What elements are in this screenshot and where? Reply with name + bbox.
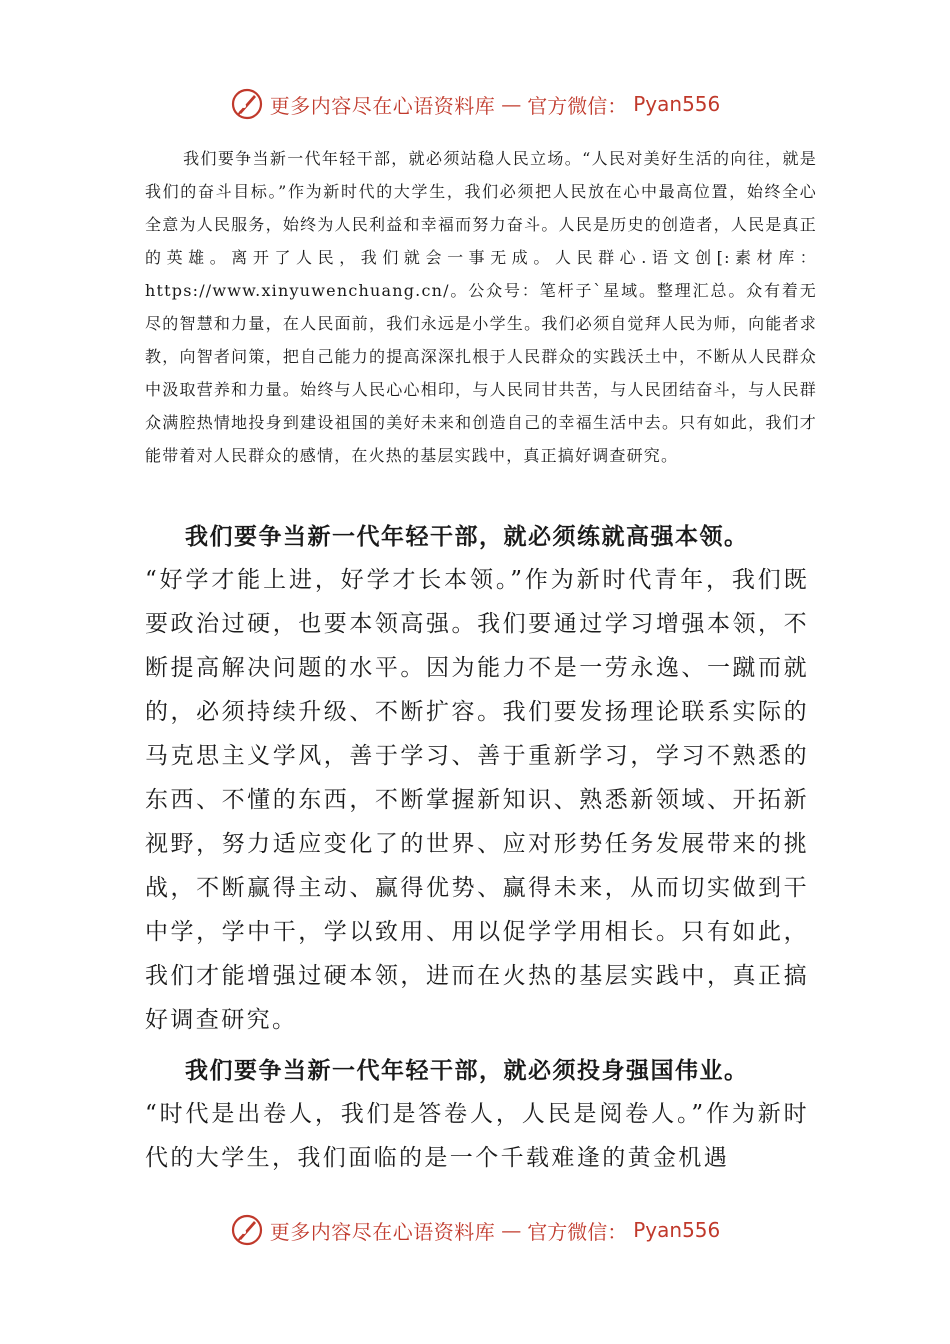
banner-separator: — bbox=[501, 92, 522, 116]
banner-label: 官方微信： bbox=[527, 1219, 628, 1244]
footer-banner bbox=[0, 1210, 950, 1250]
banner-label: 官方微信： bbox=[527, 93, 628, 118]
paragraph-1-text: 我们要争当新一代年轻干部，就必须站稳人民立场。“人民对美好生活的向往，就是我们的奋斗目标。”作为新时代的大学生，我们必须把人民放在心中最高位置，始终全心全意为人民服务，始终为人民利益和幸福而努力奋斗。人民是历史的创造者，人民是真正的英雄。离开了人民，我们就会一事无成。人民群心.语文创[:素材库：https://www.xinyuwenchuang.cn/。公众号：笔杆子`星域。整理汇总。众有着无尽的智慧和力量，在人民面前，我们永远是小学生。我们必须自觉拜人民为师，向能者求教，向智者问策，把自己能力的提高深深扎根于人民群众的实践沃土中，不断从人民群众中汲取营养和力量。始终与人民心心相印，与人民同甘共苦，与人民团结奋斗，与人民群众满腔热情地投身到建设祖国的美好未来和创造自己的幸福生活中去。只有如此，我们才能带着对人民群众的感情，在火热的基层实践中，真正搞好调查研究。 bbox=[145, 149, 817, 465]
paragraph-1 bbox=[145, 142, 817, 472]
banner-handle: Pyan556 bbox=[633, 1218, 721, 1242]
heading-2-text: 我们要争当新一代年轻干部，就必须投身强国伟业。 bbox=[185, 1058, 749, 1084]
header-banner bbox=[0, 84, 950, 124]
heading-2 bbox=[145, 1055, 815, 1087]
quill-logo-icon bbox=[230, 1213, 264, 1247]
paragraph-3: “时代是出卷人，我们是答卷人，人民是阅卷人。”作为新时代的大学生，我们面临的是一个千载难逢的黄金机遇 bbox=[145, 1101, 809, 1171]
banner-handle: Pyan556 bbox=[633, 92, 721, 116]
banner-title: 更多内容尽在心语资料库 bbox=[269, 1219, 496, 1244]
paragraph-2: “好学才能上进，好学才长本领。”作为新时代青年，我们既要政治过硬，也要本领高强。我们要通过学习增强本领，不断提高解决问题的水平。因为能力不是一劳永逸、一蹴而就的，必须持续升级、不断扩容。我们要发扬理论联系实际的马克思主义学风，善于学习、善于重新学习，学习不熟悉的东西、不懂的东西，不断掌握新知识、熟悉新领域、开拓新视野，努力适应变化了的世界、应对形势任务发展带来的挑战，不断赢得主动、赢得优势、赢得未来，从而切实做到干中学，学中干，学以致用、用以促学学用相长。只有如此，我们才能增强过硬本领，进而在火热的基层实践中，真正搞好调查研究。 bbox=[145, 567, 809, 1033]
quill-logo-icon bbox=[230, 87, 264, 121]
heading-1-text: 我们要争当新一代年轻干部，就必须练就高强本领。 bbox=[185, 524, 749, 550]
banner-title: 更多内容尽在心语资料库 bbox=[269, 93, 496, 118]
banner-separator: — bbox=[501, 1218, 522, 1242]
heading-1 bbox=[145, 521, 815, 553]
